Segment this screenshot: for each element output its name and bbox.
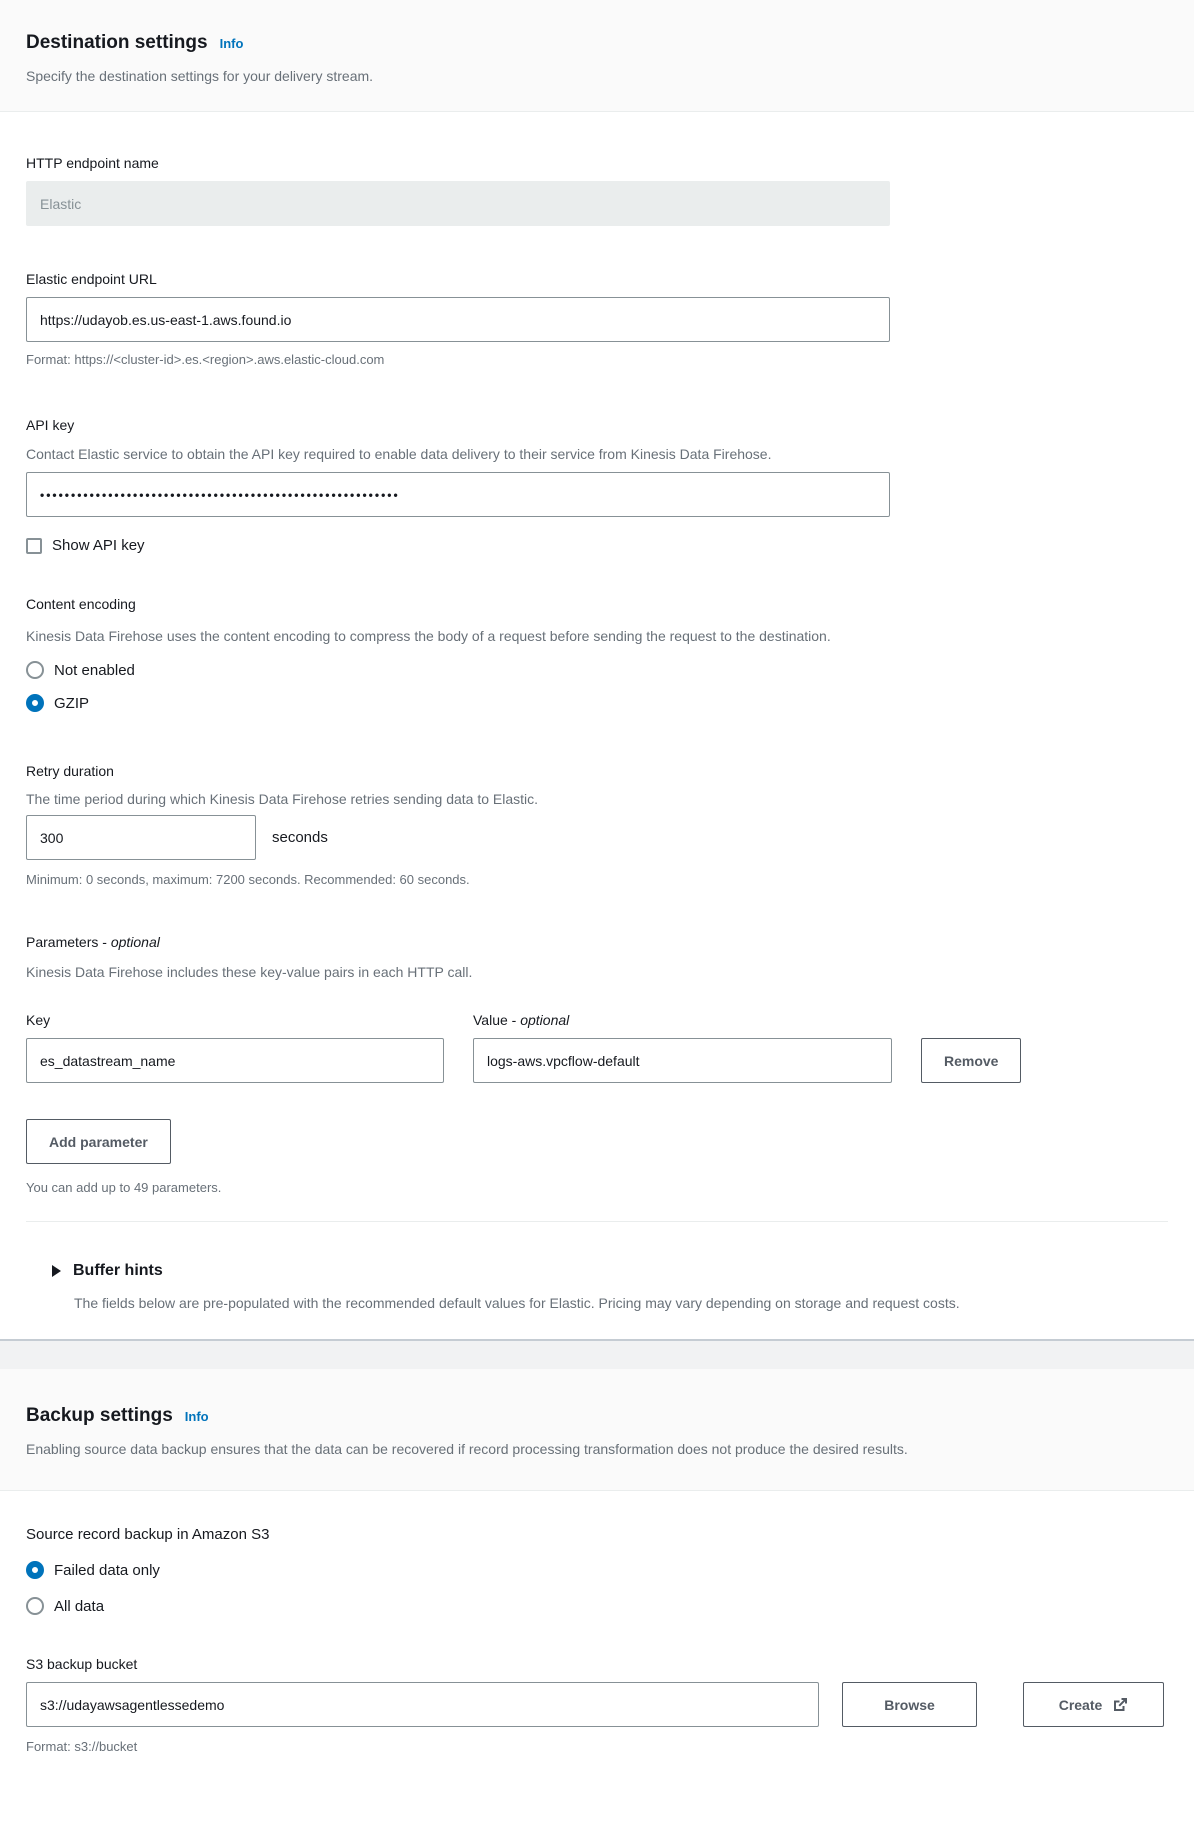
api-key-field [26,415,1168,554]
show-api-key-checkbox-row[interactable] [26,537,1168,554]
backup-settings-description: Enabling source data backup ensures that the data can be recovered if record processing transformation does not produce the desired results. [26,1441,908,1457]
backup-settings-section [0,1369,1194,1783]
buffer-hints-toggle[interactable] [52,1260,1142,1282]
create-button[interactable]: Create [1023,1682,1164,1727]
retry-duration-unit: seconds [272,829,328,846]
radio-gzip-label: GZIP [54,694,90,712]
destination-settings-body [0,112,1194,1339]
content-encoding-option-gzip[interactable] [26,694,1168,712]
http-endpoint-name-input [26,181,890,226]
s3-backup-bucket-input[interactable] [26,1682,819,1727]
http-endpoint-name-label: HTTP endpoint name [26,155,159,171]
radio-failed-data-only-label: Failed data only [54,1561,160,1579]
radio-failed-data-only-icon[interactable] [26,1561,44,1579]
api-key-input[interactable] [26,472,890,517]
show-api-key-checkbox[interactable] [26,538,42,554]
caret-right-icon [52,1265,61,1277]
destination-settings-description: Specify the destination settings for your delivery stream. [26,68,374,84]
http-endpoint-name-field [26,153,1168,226]
retry-duration-label: Retry duration [26,763,114,779]
elastic-endpoint-url-field [26,269,1168,368]
buffer-hints-description: The fields below are pre-populated with the recommended default values for Elastic. Pricing may vary depending on storage and request costs. [74,1295,960,1311]
radio-not-enabled-label: Not enabled [54,661,135,679]
backup-info-link[interactable]: Info [184,1409,209,1424]
value-optional-label: optional [520,1012,570,1028]
parameters-field [26,932,1168,1196]
backup-option-all-data[interactable] [26,1597,1168,1615]
parameter-key-input[interactable] [26,1038,444,1083]
destination-settings-header [0,0,1194,112]
api-key-label: API key [26,417,75,433]
retry-duration-description: The time period during which Kinesis Data Firehose retries sending data to Elastic. [26,791,539,807]
buffer-hints-expander [26,1221,1168,1339]
retry-duration-input[interactable] [26,815,256,860]
show-api-key-label: Show API key [52,537,145,554]
parameters-description: Kinesis Data Firehose includes these key-value pairs in each HTTP call. [26,964,473,980]
radio-not-enabled-icon[interactable] [26,661,44,679]
elastic-endpoint-url-format-hint: Format: https://<cluster-id>.es.<region>.aws.elastic-cloud.com [26,352,385,367]
radio-all-data-icon[interactable] [26,1597,44,1615]
content-encoding-option-not-enabled[interactable] [26,661,1168,679]
buffer-hints-title: Buffer hints [73,1262,163,1279]
backup-settings-title: Backup settings [26,1405,173,1426]
radio-gzip-icon[interactable] [26,694,44,712]
backup-settings-header [0,1369,1194,1491]
s3-backup-bucket-label: S3 backup bucket [26,1656,138,1672]
content-encoding-field [26,594,1168,712]
radio-all-data-label: All data [54,1597,105,1615]
parameters-optional-label: optional [110,934,160,950]
destination-info-link[interactable]: Info [219,36,244,51]
content-encoding-label: Content encoding [26,596,136,612]
s3-bucket-format-hint: Format: s3://bucket [26,1739,138,1754]
retry-duration-field [26,761,1168,888]
parameter-value-input[interactable] [473,1038,892,1083]
parameter-key-header: Key [26,1012,51,1028]
parameter-row [26,1038,1168,1083]
source-record-backup-label: Source record backup in Amazon S3 [26,1526,270,1543]
content-encoding-description: Kinesis Data Firehose uses the content encoding to compress the body of a request before sending the request to the destination. [26,628,831,644]
destination-settings-title: Destination settings [26,32,208,53]
add-parameter-button[interactable]: Add parameter [26,1119,171,1164]
parameters-label: Parameters - optional [26,934,160,950]
parameter-value-header: Value - optional [473,1012,570,1028]
backup-option-failed-data-only[interactable] [26,1561,1168,1579]
elastic-endpoint-url-label: Elastic endpoint URL [26,271,157,287]
retry-duration-hint: Minimum: 0 seconds, maximum: 7200 seconds. Recommended: 60 seconds. [26,872,470,887]
external-link-icon [1112,1697,1128,1713]
section-gap [0,1341,1194,1369]
s3-backup-bucket-field [26,1654,1168,1755]
remove-parameter-button[interactable]: Remove [921,1038,1021,1083]
backup-settings-body [0,1491,1194,1783]
parameters-limit-hint: You can add up to 49 parameters. [26,1180,222,1195]
browse-button[interactable]: Browse [842,1682,977,1727]
api-key-description: Contact Elastic service to obtain the API key required to enable data delivery to their service from Kinesis Data Firehose. [26,446,772,462]
elastic-endpoint-url-input[interactable] [26,297,890,342]
